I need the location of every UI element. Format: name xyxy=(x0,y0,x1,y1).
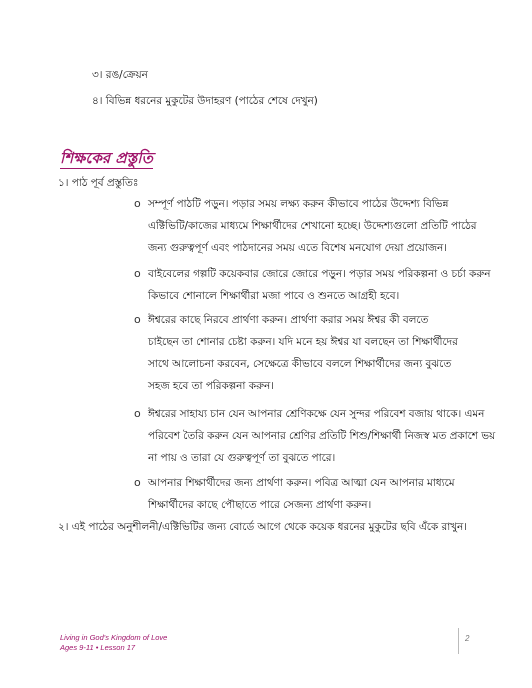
bullet-2-line-1: বাইবেলের গল্পটি কয়েকবার জোরে জোরে পড়ুন। পড়ার সময় পরিকল্পনা ও চর্চা করুন xyxy=(148,268,491,280)
bullet-2-line-2: কিভাবে শোনালে শিক্ষার্থীরা মজা পাবে ও শুনতে আগ্রহী হবে। xyxy=(148,290,400,302)
bullet-3-line-1: ঈশ্বরের কাছে নিরবে প্রার্থণা করুন। প্রার্থণা করার সময় ঈশ্বর কী বলতে xyxy=(148,314,429,326)
footer-divider xyxy=(458,628,459,654)
section-heading: শিক্ষকের প্রস্তুতি xyxy=(60,149,153,167)
material-item-3: ৩। রঙ/ক্রেয়ন xyxy=(92,69,148,81)
section-1-title: ১। পাঠ পূর্ব প্রস্তুতিঃ xyxy=(58,177,139,189)
bullet-marker: o xyxy=(134,407,141,420)
bullet-1-line-1: সম্পূর্ণ পাঠটি পড়ুন। পড়ার সময় লক্ষ্য করুন কীভাবে পাঠের উদ্দেশ্য বিভিন্ন xyxy=(148,198,449,210)
bullet-3-line-4: সহজ হবে তা পরিকল্পনা করুন। xyxy=(148,380,274,392)
bullet-3-line-2: চাইছেন তা শোনার চেষ্টা করুন। যদি মনে হয় ঈশ্বর যা বলছেন তা শিক্ষার্থীদের xyxy=(148,336,458,348)
bullet-marker: o xyxy=(134,267,141,280)
footer-lesson-info: Ages 9-11 • Lesson 17 xyxy=(60,643,136,652)
bullet-marker: o xyxy=(134,476,141,489)
bullet-marker: o xyxy=(134,313,141,326)
material-item-4: ৪। বিভিন্ন ধরনের মুকুটের উদাহরণ (পাঠের শেষে দেখুন) xyxy=(92,95,318,107)
bullet-5-line-1: আপনার শিক্ষার্থীদের জন্য প্রার্থণা করুন। পবিত্র আত্মা যেন আপনার মাধ্যমে xyxy=(148,477,455,489)
page-number: 2 xyxy=(465,634,470,643)
bullet-4-line-3: না পায় ও তারা যে গুরুত্বপূর্ণ তা বুঝতে পারে। xyxy=(148,452,336,464)
bullet-4-line-1: ঈশ্বরের সাহায্য চান যেন আপনার শ্রেণিকক্ষে যেন সুন্দর পরিবেশ বজায় থাকে। এমন xyxy=(148,408,485,420)
bullet-5-line-2: শিক্ষার্থীদের কাছে পৌছাতে পারে সেজন্য প্রার্থণা করুন। xyxy=(148,499,372,511)
bullet-1-line-2: এক্টিভিটি/কাজের মাধ্যমে শিক্ষার্থীদের শেখানো হচ্ছে। উদ্দেশ্যগুলো প্রতিটি পাঠের xyxy=(148,220,477,232)
bullet-4-line-2: পরিবেশ তৈরি করুন যেন আপনার শ্রেণির প্রতিটি শিশু/শিক্ষার্থী নিজস্ব মত প্রকাশে ভয় xyxy=(148,430,496,442)
footer-series-title: Living in God's Kingdom of Love xyxy=(60,633,168,642)
bullet-1-line-3: জন্য গুরুত্বপূর্ণ এবং পাঠদানের সময় এতে বিশেষ মনযোগ দেয়া প্রয়োজন। xyxy=(148,242,447,254)
section-2-text: ২। এই পাঠের অনুশীলনী/এক্টিভিটির জন্য বোর্ডে আগে থেকে কয়েক ধরনের মুকুটের ছবি এঁকে রাখুন। xyxy=(58,521,467,533)
bullet-3-line-3: সাথে আলোচনা করবেন, সেক্ষেত্রে কীভাবে বললে শিক্ষার্থীদের জন্য বুঝতে xyxy=(148,358,452,370)
bullet-marker: o xyxy=(134,197,141,210)
